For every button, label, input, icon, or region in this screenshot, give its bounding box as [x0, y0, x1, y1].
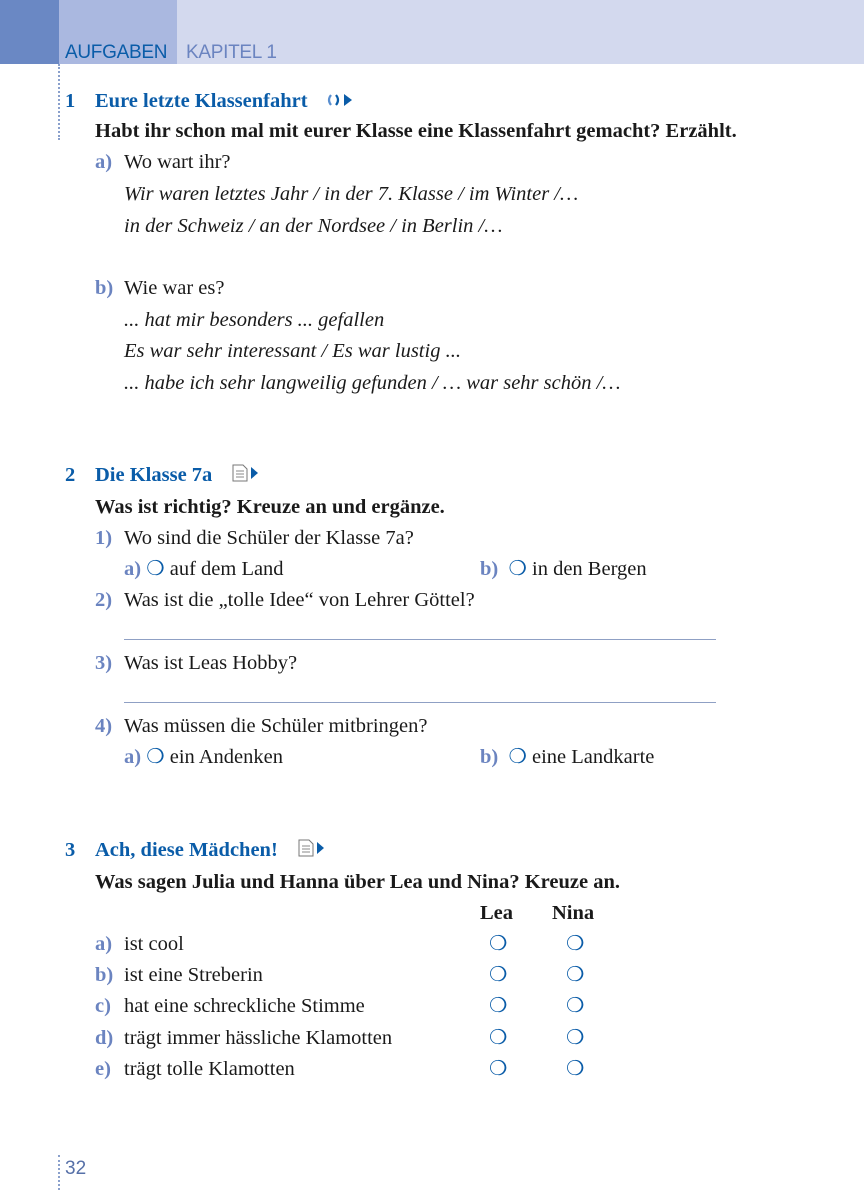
row-letter: e)	[95, 1058, 111, 1080]
question-text: Was ist die „tolle Idee“ von Lehrer Göttel?	[124, 589, 475, 611]
row-statement: trägt immer hässliche Klamotten	[124, 1027, 393, 1049]
checkbox-lea[interactable]: ❍	[489, 933, 508, 955]
option-b[interactable]	[480, 745, 654, 769]
audio-play-icon[interactable]	[327, 90, 357, 114]
option-b[interactable]	[480, 557, 647, 581]
question-number: 4)	[95, 715, 113, 737]
task-number: 3	[65, 839, 76, 861]
question-number: 2)	[95, 589, 113, 611]
text-play-icon[interactable]	[297, 839, 327, 863]
answer-line[interactable]	[124, 639, 716, 640]
checkbox-circle[interactable]: ❍	[508, 558, 527, 580]
option-a[interactable]	[124, 745, 283, 769]
row-letter: a)	[95, 933, 113, 955]
option-letter: a)	[124, 746, 142, 768]
checkbox-lea[interactable]: ❍	[489, 1058, 508, 1080]
column-header-lea: Lea	[480, 902, 514, 924]
text-play-icon[interactable]	[231, 464, 261, 488]
task-title	[95, 463, 261, 488]
option-letter: b)	[480, 558, 499, 580]
row-letter: b)	[95, 964, 114, 986]
checkbox-lea[interactable]: ❍	[489, 995, 508, 1017]
item-hint: ... habe ich sehr langweilig gefunden / … war sehr schön /…	[124, 372, 621, 394]
row-statement: ist cool	[124, 933, 184, 955]
question-text: Was ist Leas Hobby?	[124, 652, 298, 674]
item-question: Wo wart ihr?	[124, 151, 231, 173]
item-hint: ... hat mir besonders ... gefallen	[124, 309, 385, 331]
task-title	[95, 838, 327, 863]
chapter-header	[0, 0, 864, 64]
item-letter: a)	[95, 151, 113, 173]
checkbox-lea[interactable]: ❍	[489, 964, 508, 986]
task-number: 2	[65, 464, 76, 486]
option-text: in den Bergen	[532, 558, 647, 580]
option-text: ein Andenken	[169, 746, 284, 768]
item-hint: Wir waren letztes Jahr / in der 7. Klasse / im Winter /…	[124, 183, 579, 205]
task-number: 1	[65, 90, 76, 112]
checkbox-circle[interactable]: ❍	[508, 746, 527, 768]
option-text: auf dem Land	[169, 558, 284, 580]
question-text: Was müssen die Schüler mitbringen?	[124, 715, 428, 737]
task-title-text: Ach, diese Mädchen!	[95, 839, 278, 861]
task-instruction: Habt ihr schon mal mit eurer Klasse eine Klassenfahrt gemacht? Erzählt.	[95, 120, 737, 142]
row-letter: d)	[95, 1027, 114, 1049]
row-statement: hat eine schreckliche Stimme	[124, 995, 365, 1017]
row-statement: ist eine Streberin	[124, 964, 263, 986]
page-number: 32	[65, 1158, 87, 1179]
checkbox-nina[interactable]: ❍	[566, 964, 585, 986]
checkbox-nina[interactable]: ❍	[566, 933, 585, 955]
section-label: AUFGABEN	[65, 42, 168, 63]
option-letter: a)	[124, 558, 142, 580]
checkbox-circle[interactable]: ❍	[146, 746, 165, 768]
item-hint: Es war sehr interessant / Es war lustig ...	[124, 340, 461, 362]
question-text: Wo sind die Schüler der Klasse 7a?	[124, 527, 414, 549]
option-a[interactable]	[124, 557, 284, 581]
checkbox-nina[interactable]: ❍	[566, 1027, 585, 1049]
item-letter: b)	[95, 277, 114, 299]
checkbox-circle[interactable]: ❍	[146, 558, 165, 580]
checkbox-nina[interactable]: ❍	[566, 1058, 585, 1080]
header-block-dark	[0, 0, 59, 64]
question-number: 3)	[95, 652, 113, 674]
margin-divider	[58, 1155, 60, 1190]
checkbox-lea[interactable]: ❍	[489, 1027, 508, 1049]
task-instruction: Was ist richtig? Kreuze an und ergänze.	[95, 496, 445, 518]
task-title	[95, 89, 357, 114]
task-instruction: Was sagen Julia und Hanna über Lea und Nina? Kreuze an.	[95, 871, 620, 893]
item-question: Wie war es?	[124, 277, 225, 299]
task-title-text: Die Klasse 7a	[95, 464, 213, 486]
chapter-label: KAPITEL 1	[186, 42, 277, 63]
task-title-text: Eure letzte Klassenfahrt	[95, 90, 308, 112]
option-letter: b)	[480, 746, 499, 768]
option-text: eine Landkarte	[532, 746, 655, 768]
row-statement: trägt tolle Klamotten	[124, 1058, 295, 1080]
item-hint: in der Schweiz / an der Nordsee / in Berlin /…	[124, 215, 503, 237]
question-number: 1)	[95, 527, 113, 549]
margin-divider	[58, 64, 60, 140]
column-header-nina: Nina	[552, 902, 595, 924]
row-letter: c)	[95, 995, 111, 1017]
answer-line[interactable]	[124, 702, 716, 703]
checkbox-nina[interactable]: ❍	[566, 995, 585, 1017]
